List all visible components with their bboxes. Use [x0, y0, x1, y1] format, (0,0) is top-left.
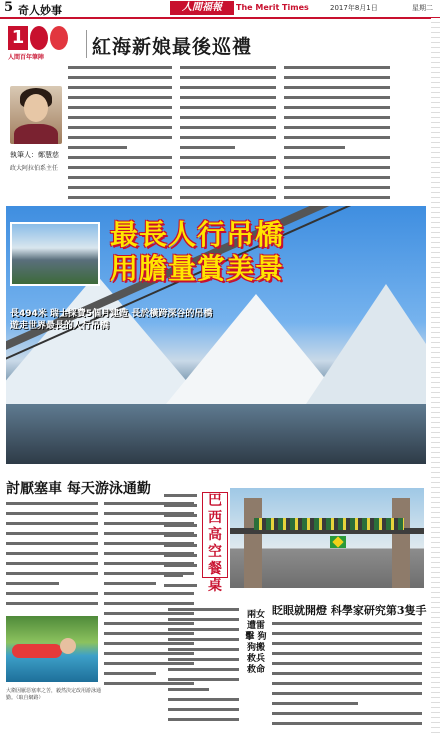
story-brazil-text: [164, 492, 198, 592]
swim-photo-caption: 大衛因厭惡塞車之苦，毅然決定改用游泳通勤。（取自網路）: [6, 688, 102, 701]
text-line: [284, 76, 394, 84]
text-line: [68, 186, 176, 194]
text-line: [168, 658, 242, 666]
text-line: [168, 698, 242, 706]
story-swim-text-1: [6, 500, 102, 610]
text-line: [168, 688, 242, 696]
text-line: [180, 186, 280, 194]
text-line: [168, 678, 242, 686]
brazil-flag-icon: [330, 536, 346, 548]
text-line: [68, 176, 176, 184]
column-logo: [8, 22, 80, 62]
story-dog-text: [168, 606, 242, 726]
text-line: [164, 514, 198, 522]
text-line: [284, 166, 394, 174]
column-text-block-2: [180, 64, 280, 200]
text-line: [180, 66, 280, 74]
paper-english-name: The Merit Times: [236, 3, 309, 12]
text-line: [284, 186, 394, 194]
paper-logo: 人間福報: [170, 1, 234, 15]
text-line: [68, 166, 176, 174]
text-line: [284, 116, 394, 124]
title-divider: [86, 30, 87, 58]
column-logo-caption: 人間百年筆陣: [8, 54, 45, 61]
text-line: [68, 196, 176, 200]
author-name: 執筆人：鄭慧慈: [10, 151, 59, 159]
text-line: [164, 524, 198, 532]
text-line: [168, 608, 242, 616]
author-role: 政大阿拉伯系主任: [10, 165, 59, 172]
text-line: [168, 628, 242, 636]
right-margin-strip: [431, 18, 440, 735]
text-line: [68, 156, 176, 164]
feature-headline: [110, 218, 284, 286]
text-line: [180, 96, 280, 104]
story-third-hand-text: [272, 620, 428, 726]
text-line: [272, 682, 428, 690]
text-line: [68, 136, 176, 144]
feature-headline-line2: 用膽量賞美景: [110, 252, 285, 285]
feature-photo: [6, 206, 426, 464]
text-line: [284, 96, 394, 104]
story-dog-title: 兩女遭雷擊 狗狗搬救兵救命: [245, 610, 267, 675]
text-line: [68, 66, 176, 74]
logo-circle-1: [30, 26, 48, 50]
text-line: [180, 176, 280, 184]
text-line: [6, 502, 102, 510]
text-line: [168, 638, 242, 646]
section-title: 奇人妙事: [18, 4, 62, 17]
text-line: [6, 592, 102, 600]
text-line: [164, 534, 198, 542]
story-swim-title: 討厭塞車 每天游泳通勤: [6, 481, 151, 497]
text-line: [6, 602, 102, 610]
text-line: [68, 126, 176, 134]
text-line: [68, 86, 176, 94]
text-line: [164, 494, 198, 502]
text-line: [164, 574, 198, 582]
column-text-block-1: [68, 64, 176, 200]
text-line: [6, 542, 102, 550]
text-line: [284, 126, 394, 134]
story-third-hand-title: 眨眼就開燈 科學家研究第3隻手: [272, 604, 427, 617]
text-line: [180, 196, 280, 200]
text-line: [68, 76, 176, 84]
inset-photo: [10, 222, 100, 286]
text-line: [180, 116, 280, 124]
text-line: [164, 544, 198, 552]
text-line: [180, 166, 280, 174]
text-line: [272, 672, 428, 680]
page-number: 5: [4, 0, 14, 15]
text-line: [272, 662, 428, 670]
text-line: [272, 632, 428, 640]
text-line: [272, 692, 428, 700]
text-line: [180, 146, 280, 154]
feature-caption: [10, 308, 212, 332]
text-line: [164, 584, 198, 592]
text-line: [180, 126, 280, 134]
story-brazil-title: 巴西高空餐桌: [202, 492, 228, 578]
text-line: [272, 702, 428, 710]
text-line: [180, 76, 280, 84]
text-line: [168, 718, 242, 726]
text-line: [168, 618, 242, 626]
author-photo: [10, 86, 62, 144]
text-line: [284, 66, 394, 74]
issue-date: 2017年8月1日: [330, 4, 378, 12]
logo-digit-1: 1: [8, 26, 28, 50]
text-line: [272, 712, 428, 720]
text-line: [284, 146, 394, 154]
text-line: [6, 582, 102, 590]
text-line: [68, 116, 176, 124]
text-line: [272, 642, 428, 650]
text-line: [68, 96, 176, 104]
text-line: [180, 106, 280, 114]
text-line: [284, 176, 394, 184]
page-header: [0, 0, 440, 19]
logo-circle-2: [50, 26, 68, 50]
text-line: [6, 512, 102, 520]
text-line: [284, 86, 394, 94]
text-line: [6, 552, 102, 560]
text-line: [168, 708, 242, 716]
text-line: [6, 532, 102, 540]
swim-photo: [6, 616, 98, 682]
text-line: [284, 106, 394, 114]
column-text-block-3: [284, 64, 394, 200]
text-line: [168, 668, 242, 676]
feature-caption-line2: 遊走世界最長的人行吊橋: [10, 321, 110, 331]
column-title: 紅海新娘最後巡禮: [92, 36, 253, 58]
text-line: [104, 592, 198, 600]
text-line: [168, 648, 242, 656]
text-line: [284, 156, 394, 164]
text-line: [6, 572, 102, 580]
feature-caption-line1: 長494米 瑞士採費5個月建造 長於橫跨深谷的吊橋: [10, 309, 213, 319]
issue-weekday: 星期二: [412, 4, 433, 12]
text-line: [164, 504, 198, 512]
brazil-photo: [230, 488, 424, 588]
text-line: [164, 564, 198, 572]
text-line: [180, 136, 280, 144]
text-line: [284, 136, 394, 144]
text-line: [164, 554, 198, 562]
text-line: [68, 146, 176, 154]
text-line: [6, 522, 102, 530]
feature-headline-line1: 最長人行吊橋: [110, 218, 285, 251]
text-line: [180, 86, 280, 94]
text-line: [284, 196, 394, 200]
text-line: [272, 622, 428, 630]
text-line: [180, 156, 280, 164]
text-line: [68, 106, 176, 114]
text-line: [272, 652, 428, 660]
text-line: [6, 562, 102, 570]
text-line: [272, 722, 428, 726]
